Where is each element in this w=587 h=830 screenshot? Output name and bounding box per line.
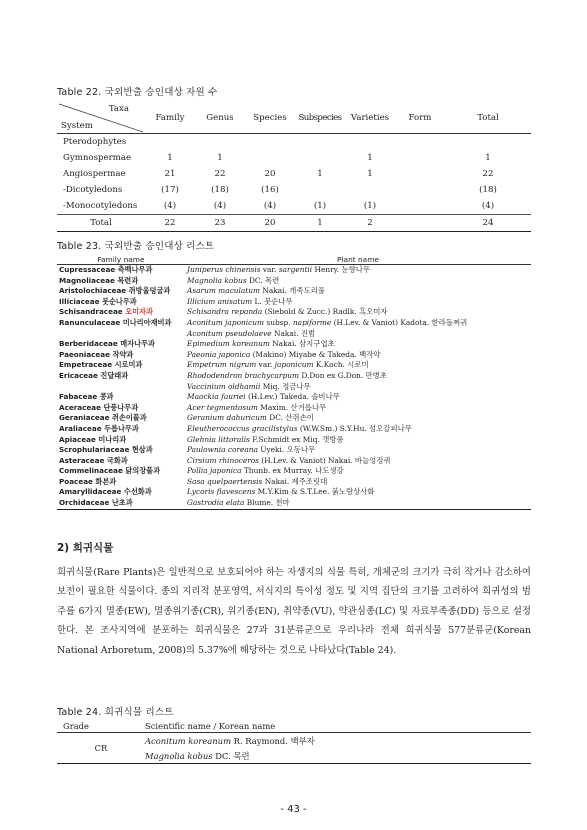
family-cell (57, 445, 185, 456)
table23-row (57, 329, 531, 340)
table23-row (57, 445, 531, 456)
table22-cell: 22 (214, 169, 226, 179)
col-grade: Grade (57, 720, 145, 733)
row-label: Gymnospermae (63, 153, 132, 163)
table22-cell: 1 (367, 169, 373, 179)
table23-row (57, 286, 531, 297)
scientific-name: Aconitum koreanum (145, 735, 232, 746)
table22-cell: (4) (263, 201, 277, 211)
table22-cell: (16) (261, 185, 279, 195)
table23-row (57, 360, 531, 371)
infraspecific-name: japonicum (274, 360, 314, 370)
table22-row (57, 150, 531, 166)
scientific-name: Lycoris flavescens (187, 487, 256, 497)
table23-row (57, 487, 531, 498)
plant-cell (185, 435, 531, 446)
plant-cell (185, 466, 531, 477)
scientific-name: Cirsium rhinoceros (187, 455, 259, 465)
plant-cell (185, 413, 531, 424)
author-text: Nakai. 진범 (271, 328, 316, 338)
family-name: Ericaceae 진달래과 (59, 370, 129, 380)
table22-cell (295, 134, 345, 151)
author-text: F.Schmidt ex Miq. 갯방풍 (249, 434, 344, 444)
family-cell (57, 498, 185, 509)
total-cell: 2 (345, 215, 395, 232)
table22-body (57, 134, 531, 215)
author-korean-name: R. Raymond. 백부자 (231, 735, 315, 746)
family-cell (57, 392, 185, 403)
table22-row (57, 198, 531, 215)
total-cell: 20 (245, 215, 295, 232)
table23-row (57, 456, 531, 467)
family-name: Illiciaceae 붓순나무과 (59, 296, 137, 306)
table22-cell (295, 182, 345, 198)
table24-header-row (57, 720, 531, 733)
author-korean-name: DC. 목련 (212, 750, 250, 761)
table23-row (57, 297, 531, 308)
family-name: Empetraceae 시로미과 (59, 360, 143, 370)
table22-cell: 22 (482, 169, 494, 179)
family-name: Commelinaceae 닭의장풀과 (59, 466, 161, 476)
family-cell (57, 382, 185, 393)
plant-cell (185, 382, 531, 393)
family-name: Araliaceae 두릅나무과 (59, 423, 139, 433)
family-cell (57, 487, 185, 498)
author-korean-name: (H.Lev. & Vaniot) Kadota. 한라돌쩌귀 (331, 317, 468, 327)
plant-cell (185, 318, 531, 329)
family-cell (57, 265, 185, 276)
table22-cell (145, 134, 195, 151)
family-name: Poaceae 화본과 (59, 476, 117, 486)
table23 (57, 255, 531, 510)
table22-cell: (1) (363, 201, 377, 211)
table23-row (57, 435, 531, 446)
plant-cell (185, 339, 531, 350)
plant-cell (185, 350, 531, 361)
author-text: subsp. (264, 317, 293, 327)
family-name: Apiaceae 미나리과 (59, 434, 127, 444)
total-cell: 1 (295, 215, 345, 232)
table22-cell (445, 134, 531, 151)
author-text: Miq. 정금나무 (260, 381, 311, 391)
table23-row (57, 339, 531, 350)
table23-body (57, 265, 531, 510)
scientific-name: Aconitum japonicum (187, 317, 265, 327)
table22-cell (395, 182, 445, 198)
scientific-name: Illicium anisatum (187, 296, 253, 306)
table22-cell: 20 (264, 169, 276, 179)
family-cell (57, 360, 185, 371)
table22-cell: 1 (217, 153, 223, 163)
scientific-name: Geranium dahuricum (187, 413, 267, 423)
table22-cell (295, 150, 345, 166)
scientific-name: Sasa quelpaertensis (187, 476, 263, 486)
author-text: Nakai. 삼지구엽초 (269, 339, 335, 349)
scientific-name: Aconitum pseudolaeve (187, 328, 272, 338)
table22-cell: (17) (161, 185, 179, 195)
family-cell (57, 329, 185, 340)
family-name: Berberidaceae 매자나무과 (59, 339, 155, 349)
plant-cell (185, 286, 531, 297)
scientific-name: Gastrodia elata (187, 498, 245, 508)
table22-cell: (18) (211, 185, 229, 195)
table23-caption: Table 23. 국외반출 승인대상 리스트 (57, 241, 215, 252)
scientific-name: Vaccinium oldhamii (187, 381, 261, 391)
family-cell (57, 466, 185, 477)
table22-cell (395, 166, 445, 182)
family-cell (57, 286, 185, 297)
table23-row (57, 413, 531, 424)
taxa-system-header (57, 103, 143, 133)
total-cell: 23 (195, 215, 245, 232)
plant-cell (185, 456, 531, 467)
table23-row (57, 382, 531, 393)
scientific-name: Maackia fauriei (187, 392, 246, 402)
family-cell (57, 297, 185, 308)
scientific-name: Rhododendron brachycarpum (187, 370, 299, 380)
table22-cell: (4) (213, 201, 227, 211)
family-cell (57, 456, 185, 467)
table23-row (57, 392, 531, 403)
plant-cell (185, 371, 531, 382)
table22-cell: 1 (367, 153, 373, 163)
family-cell (57, 435, 185, 446)
table22-cell: 21 (164, 169, 176, 179)
plant-cell (185, 329, 531, 340)
total-cell (395, 215, 445, 232)
col-family-name: Family name (57, 255, 185, 265)
family-name: Fabaceae 콩과 (59, 392, 114, 402)
author-text: var. (260, 265, 279, 274)
family-cell (57, 339, 185, 350)
table22-caption: Table 22. 국외반출 승인대상 자원 수 (57, 87, 218, 98)
family-name: Aceraceae 단풍나무과 (59, 402, 139, 412)
row-label: Pterodophytes (63, 137, 127, 147)
table23-row (57, 371, 531, 382)
table22-cell (345, 182, 395, 198)
species-cell (145, 733, 531, 749)
plant-cell (185, 424, 531, 435)
col-form: Form (395, 103, 445, 134)
table22-header-row (57, 103, 531, 134)
table22-cell (245, 134, 295, 151)
table22-row (57, 134, 531, 151)
family-name: Paeoniaceae 작약과 (59, 349, 134, 359)
scientific-name: Epimedium koreanum (187, 339, 270, 349)
scientific-name: Paulownia coreana (187, 445, 258, 455)
table22-cell (345, 134, 395, 151)
table22-cell: 1 (317, 169, 323, 179)
scientific-name: Acer tegmentosum (187, 402, 258, 412)
page-number: - 43 - (280, 804, 307, 815)
table23-row (57, 265, 531, 276)
scientific-name: Schisandra repanda (187, 307, 263, 317)
table22-row (57, 182, 531, 198)
table24-caption: Table 24. 희귀식물 리스트 (57, 707, 174, 718)
table22-cell: (4) (163, 201, 177, 211)
total-label: Total (57, 215, 145, 232)
section-title: 2) 희귀식물 (57, 542, 114, 554)
table22-cell (395, 198, 445, 215)
plant-cell (185, 297, 531, 308)
author-text: Nakai. 제주조릿대 (262, 476, 328, 486)
infraspecific-name: napiforme (292, 317, 332, 327)
author-text: DC. 산쥐손이 (266, 413, 314, 423)
author-text: Uyeki. 오동나무 (257, 445, 316, 455)
table23-row (57, 477, 531, 488)
table22-cell: (1) (313, 201, 327, 211)
scientific-name: Glehnia littoralis (187, 434, 250, 444)
author-text: (H.Lev.) Takeda. 솔비나무 (245, 392, 340, 402)
author-text: L. 붓순나무 (252, 296, 293, 306)
section-paragraph: 희귀식물(Rare Plants)은 일반적으로 보호되어야 하는 자생지의 식물 특히, 개체군의 크기가 극히 작거나 감소하여 보전이 필요한 식물이다. 종의 지리적 분포영역, 서식지의 특이성 정도 및 지역 집단의 크기를 고려하여 희귀성의 범주를 6가지 멸종(EW), 멸종위기종(CR), 위기종(EN), 취약종(VU), 약관심종(LC) 및 자료부족종(DD) 등으로 설정한다. 본 조사지역에 분포하는 희귀식물은 27과 31분류군으로 우리나라 전체 희귀식물 577분류군(Korean National Arboretum, 2008)의 5.37%에 해당하는 것으로 나타났다(Table 24). (57, 567, 531, 656)
table23-row (57, 318, 531, 329)
total-cell: 24 (445, 215, 531, 232)
author-text: Blume. 천마 (244, 498, 290, 508)
col-plant-name: Plant name (185, 255, 531, 265)
plant-cell (185, 392, 531, 403)
family-name: Asteraceae 국화과 (59, 455, 128, 465)
table22-cell (195, 134, 245, 151)
header-system: System (61, 121, 93, 131)
scientific-name: Eleutherococcus gracilistylus (187, 423, 298, 433)
family-cell (57, 403, 185, 414)
plant-cell (185, 487, 531, 498)
scientific-name: Juniperus chinensis (187, 265, 261, 274)
table22-cell (245, 150, 295, 166)
family-name: Ranunculaceae 미나리아재비과 (59, 317, 172, 327)
table22-cell: (18) (479, 185, 497, 195)
plant-cell (185, 477, 531, 488)
scientific-name: Pollia japonica (187, 466, 242, 476)
family-cell (57, 413, 185, 424)
family-korean-highlight: 오미자과 (122, 307, 153, 317)
col-species: Species (245, 103, 295, 134)
grade-cell: CR (57, 733, 145, 764)
plant-cell (185, 403, 531, 414)
table23-row (57, 307, 531, 318)
table22-cell: (4) (481, 201, 495, 211)
family-name: Schisandraceae (59, 307, 123, 317)
author-text: M.Y.Kim & S.T.Lee. 붉노랑상사화 (255, 487, 375, 497)
author-korean-name: Henry. 눈향나무 (312, 265, 371, 274)
scientific-name: Paeonia japonica (187, 349, 251, 359)
col-subspecies: Subspecies (295, 103, 345, 134)
family-name: Aristolochiaceae 쥐방울덩굴과 (59, 286, 171, 296)
table23-row (57, 350, 531, 361)
row-label: Angiospermae (63, 169, 126, 179)
author-text: (W.W.Sm.) S.Y.Hu. 섬오갈피나무 (297, 423, 412, 433)
plant-cell (185, 360, 531, 371)
table22-cell: 1 (485, 153, 491, 163)
family-name: Amaryllidaceae 수선화과 (59, 487, 152, 497)
col-genus: Genus (195, 103, 245, 134)
plant-cell (185, 498, 531, 509)
family-name: Scrophulariaceae 현삼과 (59, 445, 153, 455)
col-scientific-name: Scientific name / Korean name (145, 720, 531, 733)
table23-row (57, 498, 531, 509)
table24-row (57, 733, 531, 749)
table23-row (57, 466, 531, 477)
table22-total-row (57, 215, 531, 232)
plant-cell (185, 307, 531, 318)
author-text: var. (256, 360, 275, 370)
table24 (57, 720, 531, 764)
table22-cell (395, 150, 445, 166)
family-name: Orchidaceae 난초과 (59, 498, 133, 508)
table23-row (57, 276, 531, 287)
author-text: (H.Lev. & Vaniot) Nakai. 바늘엉겅퀴 (258, 455, 391, 465)
author-text: (Makino) Miyabe & Takeda. 백작약 (250, 349, 381, 359)
col-total: Total (445, 103, 531, 134)
row-label: -Monocotyledons (63, 201, 138, 211)
family-cell (57, 307, 185, 318)
author-text: DC. 목련 (246, 275, 280, 285)
scientific-name: Asarum maculatum (187, 286, 261, 296)
total-cell: 22 (145, 215, 195, 232)
author-text: (Siebold & Zucc.) Radlk. 흑오미자 (262, 307, 388, 317)
table22 (57, 103, 531, 232)
family-cell (57, 477, 185, 488)
plant-cell (185, 265, 531, 276)
family-cell (57, 318, 185, 329)
table22-corner-cell (57, 103, 145, 134)
table22-cell (395, 134, 445, 151)
family-cell (57, 424, 185, 435)
col-varieties: Varieties (345, 103, 395, 134)
plant-cell (185, 276, 531, 287)
family-name: Cupressaceae 측백나무과 (59, 265, 153, 274)
family-cell (57, 276, 185, 287)
infraspecific-name: sargentii (278, 265, 313, 274)
table23-row (57, 424, 531, 435)
table23-row (57, 403, 531, 414)
scientific-name: Empetrum nigrum (187, 360, 257, 370)
family-cell (57, 371, 185, 382)
header-taxa: Taxa (108, 104, 129, 114)
author-text: D.Don ex G.Don. 만병초 (298, 370, 387, 380)
col-family: Family (145, 103, 195, 134)
scientific-name: Magnolia kobus (145, 750, 213, 761)
table23-header-row (57, 255, 531, 265)
scientific-name: Magnolia kobus (187, 275, 247, 285)
author-text: Maxim. 산겨릅나무 (257, 402, 327, 412)
row-label: -Dicotyledons (63, 185, 123, 195)
species-cell (145, 748, 531, 764)
author-text: Nakai. 개족도리풀 (260, 286, 325, 296)
plant-cell (185, 445, 531, 456)
author-text: Thunb. ex Murray. 나도생강 (241, 466, 344, 476)
family-name: Geraniaceae 쥐손이풀과 (59, 413, 147, 423)
table22-cell: 1 (167, 153, 173, 163)
family-name: Magnoliaceae 목련과 (59, 275, 139, 285)
author-korean-name: K.Koch. 시로미 (313, 360, 369, 370)
table22-row (57, 166, 531, 182)
family-cell (57, 350, 185, 361)
